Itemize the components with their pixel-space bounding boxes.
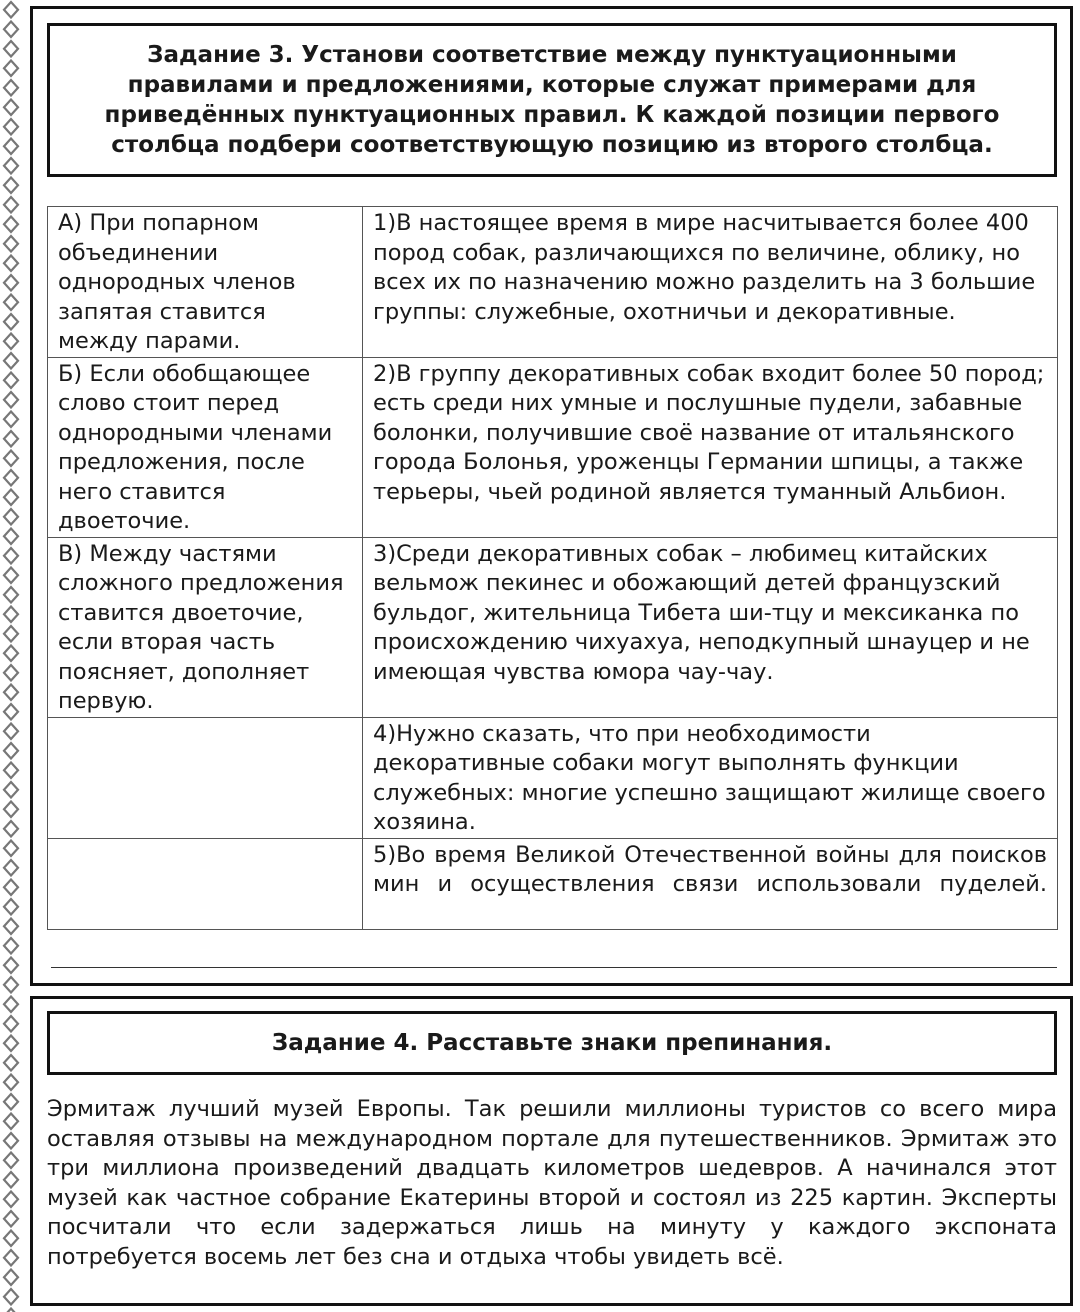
task-3-frame: [30, 6, 1073, 986]
answer-line[interactable]: [51, 967, 1057, 968]
matching-table: [47, 206, 1058, 930]
example-3: 3)Среди декоративных собак – любимец китайских вельмож пекинес и обожающий детей французский бульдог, жительница Тибета ши-тцу и мексиканка по происхождению чихуахуа, неподкупный шнауцер и не имеющая чувства юмора чау-чау.: [363, 537, 1058, 717]
empty-cell: [48, 717, 363, 838]
empty-cell: [48, 838, 363, 929]
example-5: 5)Во время Великой Отечественной войны для поисков мин и осуществления связи использовали пуделей.: [363, 838, 1058, 929]
task-3-title: Задание 3. Установи соответствие между пунктуационными правилами и предложениями, которые служат примерами для приведённых пунктуационных правил. К каждой позиции первого столбца подбери соответствующую позицию из второго столбца.: [47, 23, 1057, 177]
table-row: [48, 838, 1058, 929]
diamond-border-decoration: [0, 0, 22, 1312]
table-row: [48, 717, 1058, 838]
rule-v: В) Между частями сложного предложения ставится двоеточие, если вторая часть поясняет, дополняет первую.: [48, 537, 363, 717]
example-1: 1)В настоящее время в мире насчитывается более 400 пород собак, различающихся по величине, облику, но всех их по назначению можно разделить на 3 большие группы: служебные, охотничьи и декоративные.: [363, 207, 1058, 358]
example-4: 4)Нужно сказать, что при необходимости декоративные собаки могут выполнять функции служебных: многие успешно защищают жилище своего хозяина.: [363, 717, 1058, 838]
table-row: [48, 537, 1058, 717]
example-2: 2)В группу декоративных собак входит более 50 пород; есть среди них умные и послушные пудели, забавные болонки, получившие своё название от итальянского города Болонья, уроженцы Германии шпицы, а также терьеры, чьей родиной является туманный Альбион.: [363, 357, 1058, 537]
table-row: [48, 207, 1058, 358]
task-4-frame: [30, 996, 1073, 1306]
rule-a: А) При попарном объединении однородных членов запятая ставится между парами.: [48, 207, 363, 358]
task-4-title: Задание 4. Расставьте знаки препинания.: [47, 1011, 1057, 1075]
rule-b: Б) Если обобщающее слово стоит перед однородными членами предложения, после него ставится двоеточие.: [48, 357, 363, 537]
exercise-text: Эрмитаж лучший музей Европы. Так решили миллионы туристов со всего мира оставляя отзывы на международном портале для путешественников. Эрмитаж это три миллиона произведений двадцать километров шедевров. А начинался этот музей как частное собрание Екатерины второй и состоял из 225 картин. Эксперты посчитали что если задержаться лишь на минуту у каждого экспоната потребуется восемь лет без сна и отдыха чтобы увидеть всё.: [47, 1096, 1057, 1270]
table-row: [48, 357, 1058, 537]
